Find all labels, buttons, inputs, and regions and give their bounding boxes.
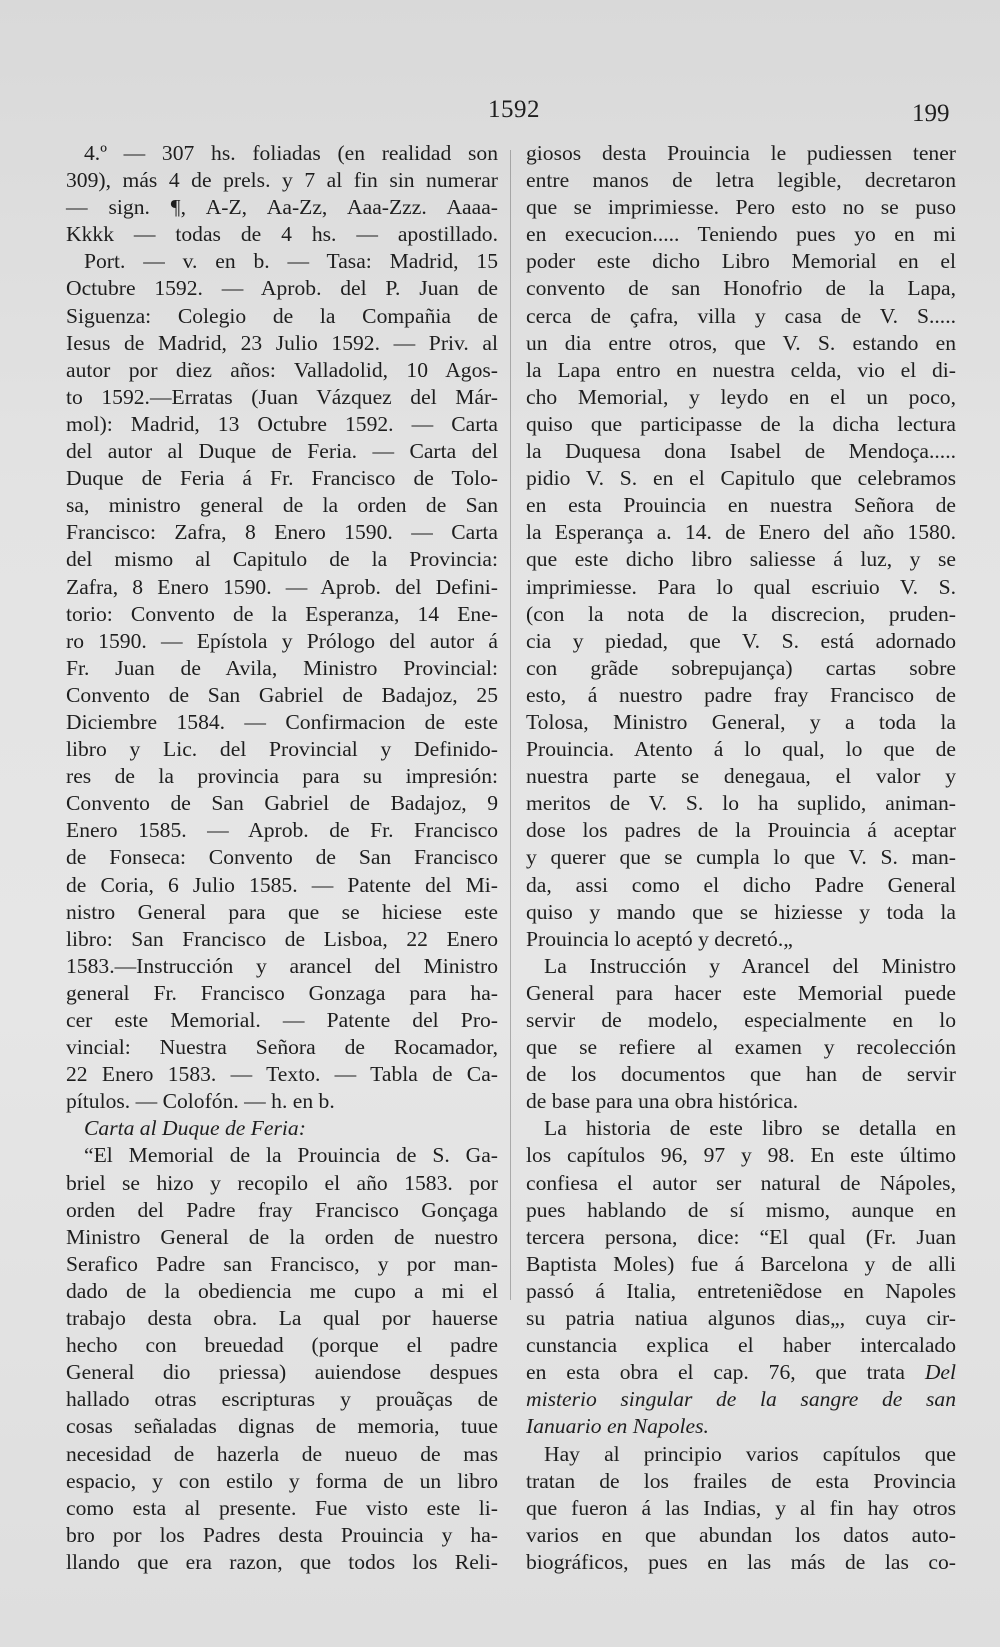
text-line: cosas señaladas dignas de memoria, tuue — [66, 1414, 498, 1439]
text-line: Fr. Juan de Avila, Ministro Provincial: — [66, 655, 498, 680]
text-line: (con la nota de la discrecion, pruden- — [526, 601, 956, 626]
text-line: meritos de V. S. lo ha suplido, animan- — [526, 791, 956, 816]
text-line: Kkkk — todas de 4 hs. — apostillado. — [66, 222, 498, 247]
text-line: esto, á nuestro padre fray Francisco de — [526, 682, 956, 707]
text-line: necesidad de hazerla de nueuo de mas — [66, 1441, 498, 1466]
text-line: passó á Italia, entreteniẽdose en Napoles — [526, 1278, 956, 1303]
text-line: “El Memorial de la Prouincia de S. Ga- — [84, 1143, 498, 1168]
text-line: de Coria, 6 Julio 1585. — Patente del Mi- — [66, 872, 498, 897]
text-line: libro: San Francisco de Lisboa, 22 Enero — [66, 926, 498, 951]
text-line: General dio priessa) auiendose despues — [66, 1360, 498, 1385]
quoted-letter — [66, 1142, 498, 1576]
italic-title-start: Del — [924, 1360, 956, 1385]
text-line: to 1592.—Erratas (Juan Vázquez del Már- — [66, 384, 498, 409]
text-line: mol): Madrid, 13 Octubre 1592. — Carta — [66, 411, 498, 436]
text-line: La Instrucción y Arancel del Ministro — [544, 953, 956, 978]
text-line: un dia entre otros, que V. S. estando en — [526, 330, 956, 355]
text-line: bro por los Padres desta Prouincia y ha- — [66, 1522, 498, 1547]
running-head-year: 1592 — [488, 96, 540, 123]
text-line: general Fr. Francisco Gonzaga para ha- — [66, 980, 498, 1005]
text-line: servir de modelo, especialmente en lo — [526, 1008, 956, 1032]
text-line: cunstancia explica el haber intercalado — [526, 1333, 956, 1358]
text-line: Prouincia. Atento á lo qual, lo que de — [526, 737, 956, 762]
letter-continuation — [526, 140, 956, 953]
text-line: los capítulos 96, 97 y 98. En este último — [526, 1143, 956, 1168]
text-line: hecho con breuedad (porque el padre — [66, 1333, 498, 1358]
text-line: 4.º — 307 hs. foliadas (en realidad son — [84, 141, 498, 165]
text-line: quiso que participasse de la dicha lectura — [526, 411, 956, 436]
text-line: Tolosa, Ministro General, y a toda la — [526, 709, 956, 734]
text-line: varios en que abundan los datos auto- — [526, 1522, 956, 1547]
italic-title-line: Ianuario en Napoles. — [526, 1414, 709, 1439]
text-line: 1583.—Instrucción y arancel del Ministro — [66, 953, 498, 978]
text-line: Prouincia lo aceptó y decretó.„ — [526, 926, 793, 951]
text-line: pues hablando de sí mismo, aunque en — [526, 1197, 956, 1222]
text-line: Enero 1585. — Aprob. de Fr. Francisco — [66, 818, 498, 843]
text-line: y querer que se cumpla lo que V. S. man- — [526, 845, 956, 870]
text-line: tercera persona, dice: “El qual (Fr. Juan — [526, 1224, 956, 1249]
text-line: briel se hizo y recopilo el año 1583. por — [66, 1170, 498, 1195]
text-line: con grãde sobrepujança) cartas sobre — [526, 655, 956, 680]
paragraph-historia — [526, 1115, 956, 1440]
text-line: Convento de San Gabriel de Badajoz, 25 — [66, 682, 498, 707]
text-line: que se imprimiesse. Pero esto no se puso — [526, 195, 956, 220]
text-line: nuestra parte se denegaua, el valor y — [526, 764, 956, 789]
column-divider — [510, 150, 511, 1300]
text-line: imprimiesse. Para lo qual escriuio V. S. — [526, 574, 956, 599]
italic-heading: Carta al Duque de Feria: — [84, 1116, 306, 1141]
text-line: como esta al presente. Fue visto este li- — [66, 1495, 498, 1520]
text-line: que este dicho libro saliesse á luz, y se — [526, 547, 956, 572]
text-line: libro y Lic. del Provincial y Definido- — [66, 737, 498, 762]
text-line: Diciembre 1584. — Confirmacion de este — [66, 709, 498, 734]
text-line: Ministro General de la orden de nuestro — [66, 1224, 498, 1249]
text-line: Iesus de Madrid, 23 Julio 1592. — Priv. al — [66, 330, 498, 355]
text-line: Hay al principio varios capítulos que — [544, 1441, 956, 1466]
italic-title-line: misterio singular de la sangre de san — [526, 1387, 956, 1412]
text-line: biográficos, pues en las más de las co- — [526, 1549, 956, 1574]
text-line: 22 Enero 1583. — Texto. — Tabla de Ca- — [66, 1062, 498, 1087]
text-line: espacio, y con estilo y forma de un libro — [66, 1468, 498, 1493]
text-line: nistro General para que se hiciese este — [66, 899, 498, 924]
text-line: su patria natiua algunos dias„, cuya cir- — [526, 1306, 956, 1331]
text-line: Port. — v. en b. — Tasa: Madrid, 15 — [84, 249, 498, 274]
text-line: del autor al Duque de Feria. — Carta del — [66, 439, 498, 464]
text-line: tratan de los frailes de esta Provincia — [526, 1468, 956, 1493]
text-line: cho Memorial, y leydo en el un poco, — [526, 384, 956, 409]
text-line: ro 1590. — Epístola y Prólogo del autor á — [66, 628, 498, 653]
text-line: torio: Convento de la Esperanza, 14 Ene- — [66, 601, 498, 626]
text-line: res de la provincia para su impresión: — [66, 764, 498, 789]
text-line: sa, ministro general de la orden de San — [66, 493, 498, 518]
text-line: cia y piedad, que V. S. está adornado — [526, 628, 956, 653]
text-line: de base para una obra histórica. — [526, 1089, 799, 1114]
text-line: Serafico Padre san Francisco, y por man- — [66, 1251, 498, 1276]
text-line: Baptista Moles) fue á Barcelona y de alli — [526, 1251, 956, 1276]
text-line: poder este dicho Libro Memorial en el — [526, 249, 956, 274]
text-line: trabajo desta obra. La qual por hauerse — [66, 1306, 498, 1331]
text-line: la Esperança a. 14. de Enero del año 1580. — [526, 520, 956, 545]
text-line: — sign. ¶, A-Z, Aa-Zz, Aaa-Zzz. Aaaa- — [66, 195, 498, 220]
text-line: hallado otras escripturas y prouãças de — [66, 1387, 498, 1412]
text-line: del mismo al Capitulo de la Provincia: — [66, 547, 498, 572]
page-number: 199 — [912, 100, 950, 127]
text-line: la Duquesa dona Isabel de Mendoça..... — [526, 439, 956, 464]
text-line: Convento de San Gabriel de Badajoz, 9 — [66, 791, 498, 816]
text-line: da, assi como el dicho Padre General — [526, 872, 956, 897]
text-line: La historia de este libro se detalla en — [544, 1116, 956, 1141]
left-column — [66, 140, 498, 1576]
text-line: Duque de Feria á Fr. Francisco de Tolo- — [66, 466, 498, 491]
text-line: en execucion..... Teniendo pues yo en mi — [526, 222, 956, 247]
text-line: de los documentos que han de servir — [526, 1062, 956, 1087]
text-line: General para hacer este Memorial puede — [526, 980, 956, 1005]
page-header — [0, 96, 1000, 136]
text-line: 309), más 4 de prels. y 7 al fin sin numerar — [66, 168, 498, 193]
right-column — [526, 140, 956, 1576]
text-line: autor por diez años: Valladolid, 10 Agos- — [66, 357, 498, 382]
text-line: Octubre 1592. — Aprob. del P. Juan de — [66, 276, 498, 301]
text-line: quiso y mando que se hiziesse y toda la — [526, 899, 956, 924]
text-line: vincial: Nuestra Señora de Rocamador, — [66, 1035, 498, 1060]
text-line: pítulos. — Colofón. — h. en b. — [66, 1089, 335, 1114]
text-line: giosos desta Prouincia le pudiessen tener — [526, 141, 956, 165]
bibliographic-description — [66, 140, 498, 1115]
text-line: en esta Prouincia en nuestra Señora de — [526, 493, 956, 518]
text-line: cerca de çafra, villa y casa de V. S..... — [526, 303, 956, 328]
text-line: que se refiere al examen y recolección — [526, 1035, 956, 1060]
text-line: de Fonseca: Convento de San Francisco — [66, 845, 498, 870]
text-line: que fueron á las Indias, y al fin hay otros — [526, 1495, 956, 1520]
text-line: convento de san Honofrio de la Lapa, — [526, 276, 956, 301]
paragraph-capitulos — [526, 1441, 956, 1576]
paragraph-instruccion — [526, 953, 956, 1116]
text-line: llando que era razon, que todos los Reli- — [66, 1549, 498, 1574]
text-line: dose los padres de la Prouincia á aceptar — [526, 818, 956, 843]
text-line: cer este Memorial. — Patente del Pro- — [66, 1008, 498, 1032]
text-line: pidio V. S. en el Capitulo que celebramos — [526, 466, 956, 491]
text-line: la Lapa entro en nuestra celda, vio el di- — [526, 357, 956, 382]
text-line: orden del Padre fray Francisco Gonçaga — [66, 1197, 498, 1222]
text-line: dado de la obediencia me cupo a mi el — [66, 1278, 498, 1303]
text-line: Zafra, 8 Enero 1590. — Aprob. del Defini- — [66, 574, 498, 599]
text-line: confiesa el autor ser natural de Nápoles, — [526, 1170, 956, 1195]
text-line: entre manos de letra legible, decretaron — [526, 168, 956, 193]
text-line: en esta obra el cap. 76, que trata Del — [526, 1360, 956, 1385]
text-line: Siguenza: Colegio de la Compañia de — [66, 303, 498, 328]
text-line: Francisco: Zafra, 8 Enero 1590. — Carta — [66, 520, 498, 545]
